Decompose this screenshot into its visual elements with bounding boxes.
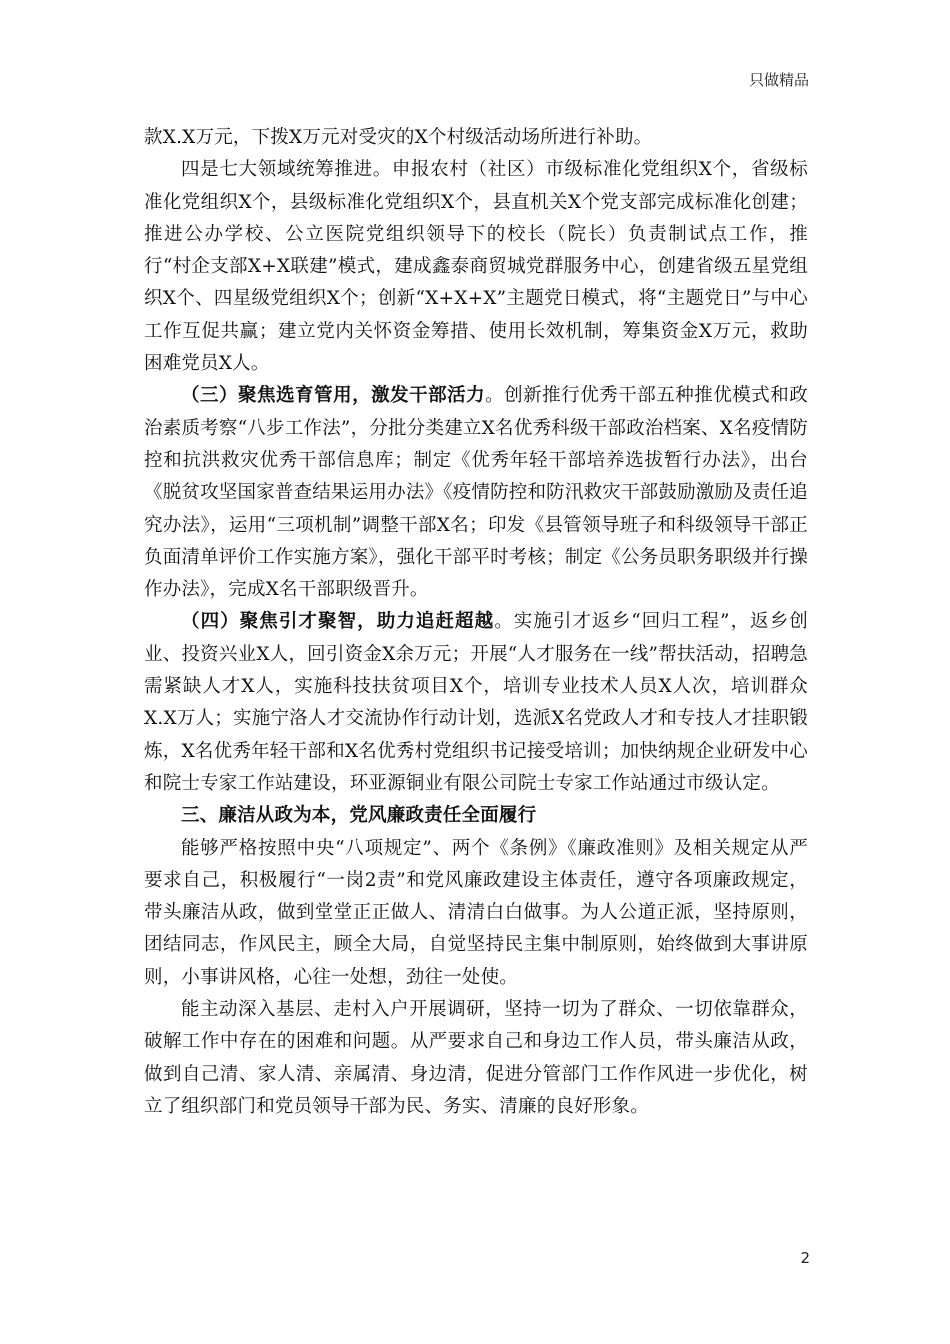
paragraph-continuation: 款X.X万元，下拨X万元对受灾的X个村级活动场所进行补助。: [144, 127, 653, 148]
header-note: 只做精品: [748, 71, 809, 89]
paragraph-text: 。实施引才返乡“回归工程”，返乡创业、投资兴业X人，回引资金X余万元；开展“人才服务在一线”帮扶活动，招聘急需紧缺人才X人，实施科技扶贫项目X个，培训专业技术人员X人次，培训群众X.X万人；实施宁洛人才交流协作行动计划，选派X名党政人才和专技人才挂职锻炼，X名优秀年轻干部和X名优秀村党组织书记接受培训；加快纳规企业研发中心和院士专家工作站建设，环亚源铜业有限公司院士专家工作站通过市级认定。: [144, 611, 808, 794]
subheading-three: （三）聚焦选育管用，激发干部活力: [181, 385, 486, 407]
paragraph-seven-fields: 四是七大领域统筹推进。申报农村（社区）市级标准化党组织X个，省级标准化党组织X个，县级标准化党组织X个，县直机关X个党支部完成标准化创建；推进公办学校、公立医院党组织领导下的校长（院长）负责制试点工作，推行“村企支部X+X联建”模式，建成鑫泰商贸城党群服务中心，创建省级五星党组织X个、四星级党组织X个；创新“X+X+X”主题党日模式，将“主题党日”与中心工作互促共赢；建立党内关怀资金筹措、使用长效机制，筹集资金X万元，救助困难党员X人。: [144, 159, 808, 375]
paragraph-grassroots: 能主动深入基层、走村入户开展调研，坚持一切为了群众、一切依靠群众，破解工作中存在的困难和问题。从严要求自己和身边工作人员，带头廉洁从政，做到自己清、家人清、亲属清、身边清，促进分管部门工作作风进一步优化，树立了组织部门和党员领导干部为民、务实、清廉的良好形象。: [144, 999, 808, 1117]
paragraph-talent: [144, 606, 808, 800]
section-heading-three: 三、廉洁从政为本，党风廉政责任全面履行: [181, 805, 537, 827]
paragraph-cadre-vitality: [144, 380, 808, 606]
document-body: [144, 122, 808, 1123]
page-number: 2: [800, 1249, 810, 1267]
subheading-four: （四）聚焦引才聚智，助力追赶超越: [181, 611, 495, 633]
paragraph-integrity: 能够严格按照中央“八项规定”、两个《条例》《廉政准则》及相关规定从严要求自己，积极履行“一岗2责”和党风廉政建设主体责任，遵守各项廉政规定，带头廉洁从政，做到堂堂正正做人、清清白白做事。为人公道正派，坚持原则，团结同志，作风民主，顾全大局，自觉坚持民主集中制原则，始终做到大事讲原则，小事讲风格，心往一处想，劲往一处使。: [144, 837, 808, 988]
paragraph-text: 。创新推行优秀干部五种推优模式和政治素质考察“八步工作法”，分批分类建立X名优秀科级干部政治档案、X名疫情防控和抗洪救灾优秀干部信息库；制定《优秀年轻干部培养选拔暂行办法》，出台《脱贫攻坚国家普查结果运用办法》《疫情防控和防汛救灾干部鼓励激励及责任追究办法》，运用“三项机制”调整干部X名；印发《县管领导班子和科级领导干部正负面清单评价工作实施方案》，强化干部平时考核；制定《公务员职务职级并行操作办法》，完成X名干部职级晋升。: [144, 385, 809, 601]
